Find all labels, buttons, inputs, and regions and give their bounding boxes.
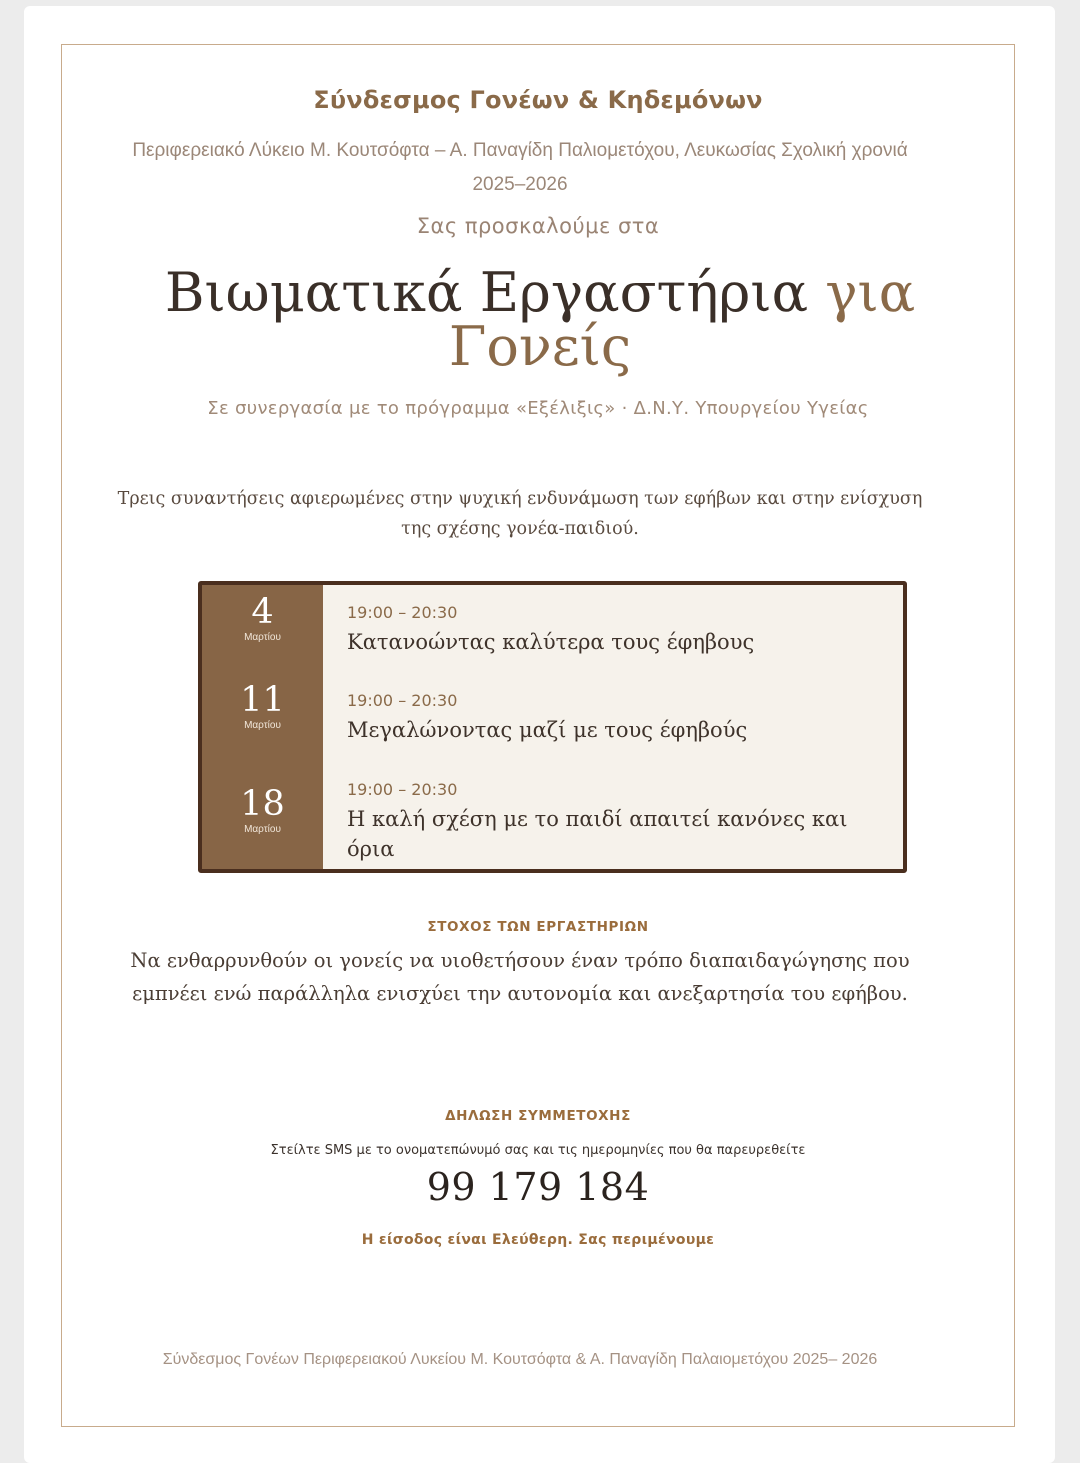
free-entry-note: Η είσοδος είναι Ελεύθερη. Σας περιμένουμε bbox=[361, 1232, 715, 1248]
session-month: Μαρτίου bbox=[244, 824, 281, 835]
session-month: Μαρτίου bbox=[244, 632, 281, 643]
schedule-box bbox=[198, 581, 907, 873]
session-day: 18 bbox=[240, 784, 285, 824]
session-day: 11 bbox=[240, 680, 285, 720]
goal-text: Να ενθαρρυνθούν οι γονείς να υιοθετήσουν έναν τρόπο διαπαιδαγώγησης που εμπνέει ενώ παράλληλα ενισχύει την αυτονομία και ανεξαρτησία του εφήβου. bbox=[130, 949, 910, 1005]
rsvp-instruction: Στείλτε SMS με το ονοματεπώνυμό σας και τις ημερομηνίες που θα παρευρεθείτε bbox=[270, 1143, 806, 1158]
main-title-accent: για Γονείς bbox=[448, 261, 916, 378]
session-time: 19:00 – 20:30 bbox=[347, 780, 458, 799]
session-topic: Κατανοώντας καλύτερα τους έφηβους bbox=[347, 630, 755, 654]
invite-line: Σας προσκαλούμε στα bbox=[416, 214, 660, 238]
session-time: 19:00 – 20:30 bbox=[347, 691, 458, 710]
session-item bbox=[347, 780, 892, 864]
session-item bbox=[347, 603, 892, 657]
footer-text: Σύνδεσμος Γονέων Περιφερειακού Λυκείου Μ. Κουτσόφτα & Α. Παναγίδη Παλαιομετόχου 2025– 2026 bbox=[162, 1351, 878, 1368]
session-topic: Η καλή σχέση με το παιδί απαιτεί κανόνες και όρια bbox=[347, 807, 848, 861]
session-time: 19:00 – 20:30 bbox=[347, 603, 458, 622]
session-date bbox=[202, 785, 323, 837]
school-name: Περιφερειακό Λύκειο Μ. Κουτσόφτα – Α. Παναγίδη Παλιομετόχου, Λευκωσίας Σχολική χρονιά 2025–2026 bbox=[132, 140, 908, 195]
intro-text: Τρεις συναντήσεις αφιερωμένες στην ψυχική ενδυνάμωση των εφήβων και στην ενίσχυση της σχέσης γονέα-παιδιού. bbox=[117, 489, 923, 539]
rsvp-heading: ΔΗΛΩΣΗ ΣΥΜΜΕΤΟΧΗΣ bbox=[445, 1108, 631, 1124]
phone-number[interactable]: 99 179 184 bbox=[426, 1165, 650, 1209]
main-title-text: Βιωματικά Εργαστήρια bbox=[164, 261, 809, 324]
session-topic: Μεγαλώνοντας μαζί με τους έφηβούς bbox=[347, 718, 748, 742]
session-item bbox=[347, 691, 892, 745]
goal-heading: ΣΤΟΧΟΣ ΤΩΝ ΕΡΓΑΣΤΗΡΙΩΝ bbox=[427, 919, 649, 935]
collaboration-line: Σε συνεργασία με το πρόγραμμα «Εξέλιξις» · Δ.Ν.Υ. Υπουργείου Υγείας bbox=[207, 398, 869, 419]
main-title bbox=[100, 261, 980, 378]
session-date bbox=[202, 681, 323, 733]
org-title: Σύνδεσμος Γονέων & Κηδεμόνων bbox=[313, 86, 763, 114]
session-month: Μαρτίου bbox=[244, 720, 281, 731]
session-date bbox=[202, 593, 323, 645]
session-day: 4 bbox=[251, 592, 274, 632]
